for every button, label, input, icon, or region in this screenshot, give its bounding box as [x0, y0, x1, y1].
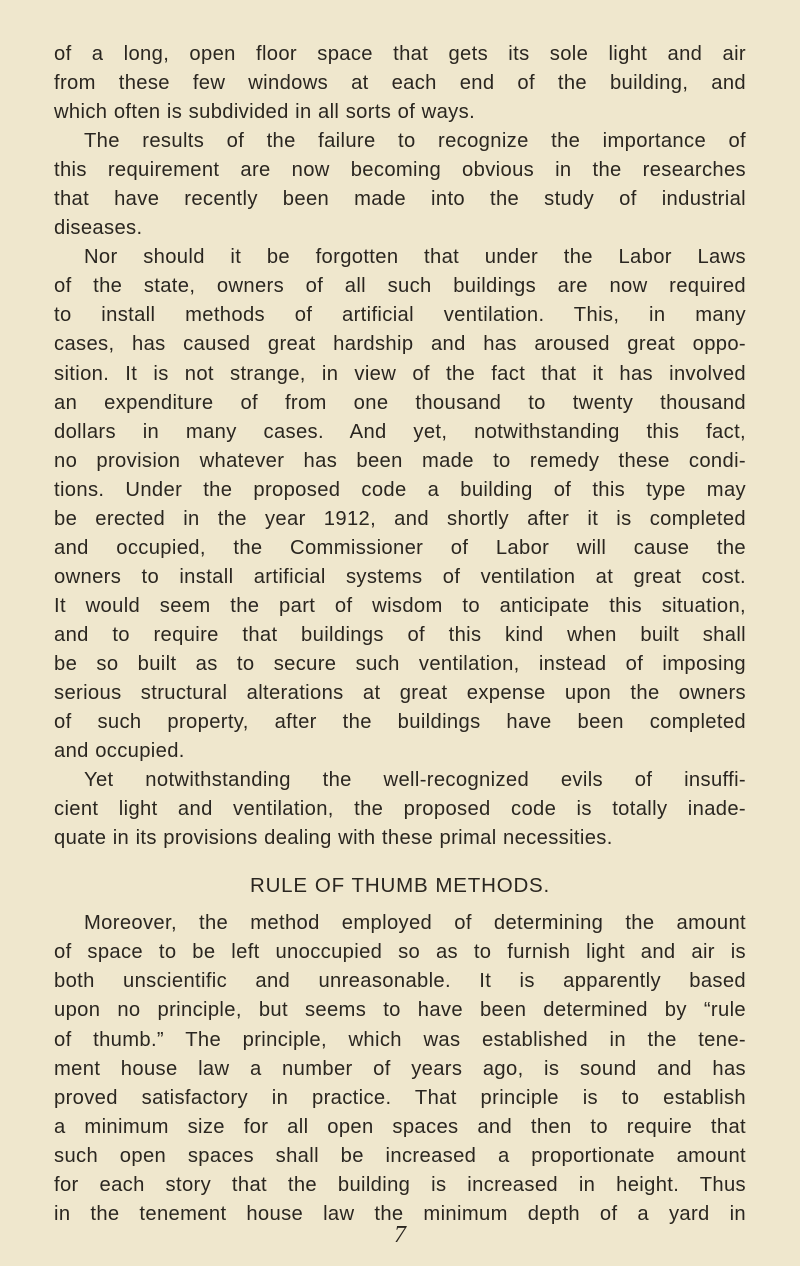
- text-line: be so built as to secure such ventilation, instead of imposing: [54, 652, 746, 675]
- text-line: Moreover, the method employed of determining the amount: [84, 912, 746, 935]
- text-line: in the tenement house law the minimum depth of a yard in: [54, 1202, 746, 1225]
- text-line: be erected in the year 1912, and shortly after it is completed: [54, 507, 746, 530]
- text-line: upon no principle, but seems to have been determined by “rule: [54, 999, 746, 1022]
- text-line: and to require that buildings of this kind when built shall: [54, 623, 746, 646]
- section-heading: RULE OF THUMB METHODS.: [249, 874, 551, 898]
- text-line: It would seem the part of wisdom to anticipate this situation,: [54, 594, 746, 617]
- text-line: such open spaces shall be increased a proportionate amount: [54, 1144, 746, 1167]
- text-line: The results of the failure to recognize the importance of: [84, 130, 746, 153]
- text-line: of a long, open floor space that gets its sole light and air: [54, 43, 746, 65]
- text-line: no provision whatever has been made to remedy these condi-: [54, 449, 746, 472]
- text-line: dollars in many cases. And yet, notwithstanding this fact,: [54, 420, 746, 443]
- text-line: of space to be left unoccupied so as to furnish light and air is: [54, 941, 746, 964]
- text-line: from these few windows at each end of the building, and: [54, 72, 746, 95]
- text-line: cases, has caused great hardship and has aroused great oppo-: [54, 333, 746, 356]
- text-line: Yet notwithstanding the well-recognized evils of insuffi-: [84, 769, 746, 792]
- text-line: tions. Under the proposed code a building of this type may: [54, 478, 746, 501]
- text-line: a minimum size for all open spaces and then to require that: [54, 1115, 746, 1138]
- text-line: and occupied, the Commissioner of Labor will cause the: [54, 536, 746, 559]
- paragraph-4: [54, 766, 746, 853]
- text-line: Nor should it be forgotten that under the Labor Laws: [84, 246, 746, 269]
- paragraph-3: [54, 243, 746, 766]
- text-line: to install methods of artificial ventilation. This, in many: [54, 304, 746, 327]
- text-line: owners to install artificial systems of ventilation at great cost.: [54, 565, 746, 588]
- text-line: quate in its provisions dealing with these primal necessities.: [54, 827, 613, 850]
- text-line: for each story that the building is increased in height. Thus: [54, 1173, 746, 1196]
- page-number: 7: [394, 1222, 406, 1248]
- text-line: this requirement are now becoming obvious in the researches: [54, 159, 746, 182]
- text-line: of such property, after the buildings have been completed: [54, 711, 746, 734]
- text-line: and occupied.: [54, 740, 185, 763]
- text-line: serious structural alterations at great expense upon the owners: [54, 682, 746, 705]
- text-line: sition. It is not strange, in view of the fact that it has involved: [54, 362, 746, 385]
- text-line: diseases.: [54, 217, 143, 240]
- text-line: both unscientific and unreasonable. It is apparently based: [54, 970, 746, 993]
- paragraph-2: [54, 127, 746, 243]
- text-line: which often is subdivided in all sorts of ways.: [54, 101, 476, 124]
- paragraph-1: [54, 40, 746, 127]
- text-line: of the state, owners of all such buildings are now required: [54, 275, 746, 298]
- text-line: ment house law a number of years ago, is sound and has: [54, 1057, 746, 1080]
- paragraph-5: [54, 909, 746, 1229]
- body-text: [54, 40, 746, 1229]
- text-line: proved satisfactory in practice. That principle is to establish: [54, 1086, 746, 1109]
- document-page: [54, 40, 746, 1229]
- text-line: that have recently been made into the study of industrial: [54, 188, 746, 211]
- text-line: cient light and ventilation, the proposed code is totally inade-: [54, 798, 746, 821]
- text-line: of thumb.” The principle, which was established in the tene-: [54, 1028, 746, 1051]
- text-line: an expenditure of from one thousand to twenty thousand: [54, 391, 746, 414]
